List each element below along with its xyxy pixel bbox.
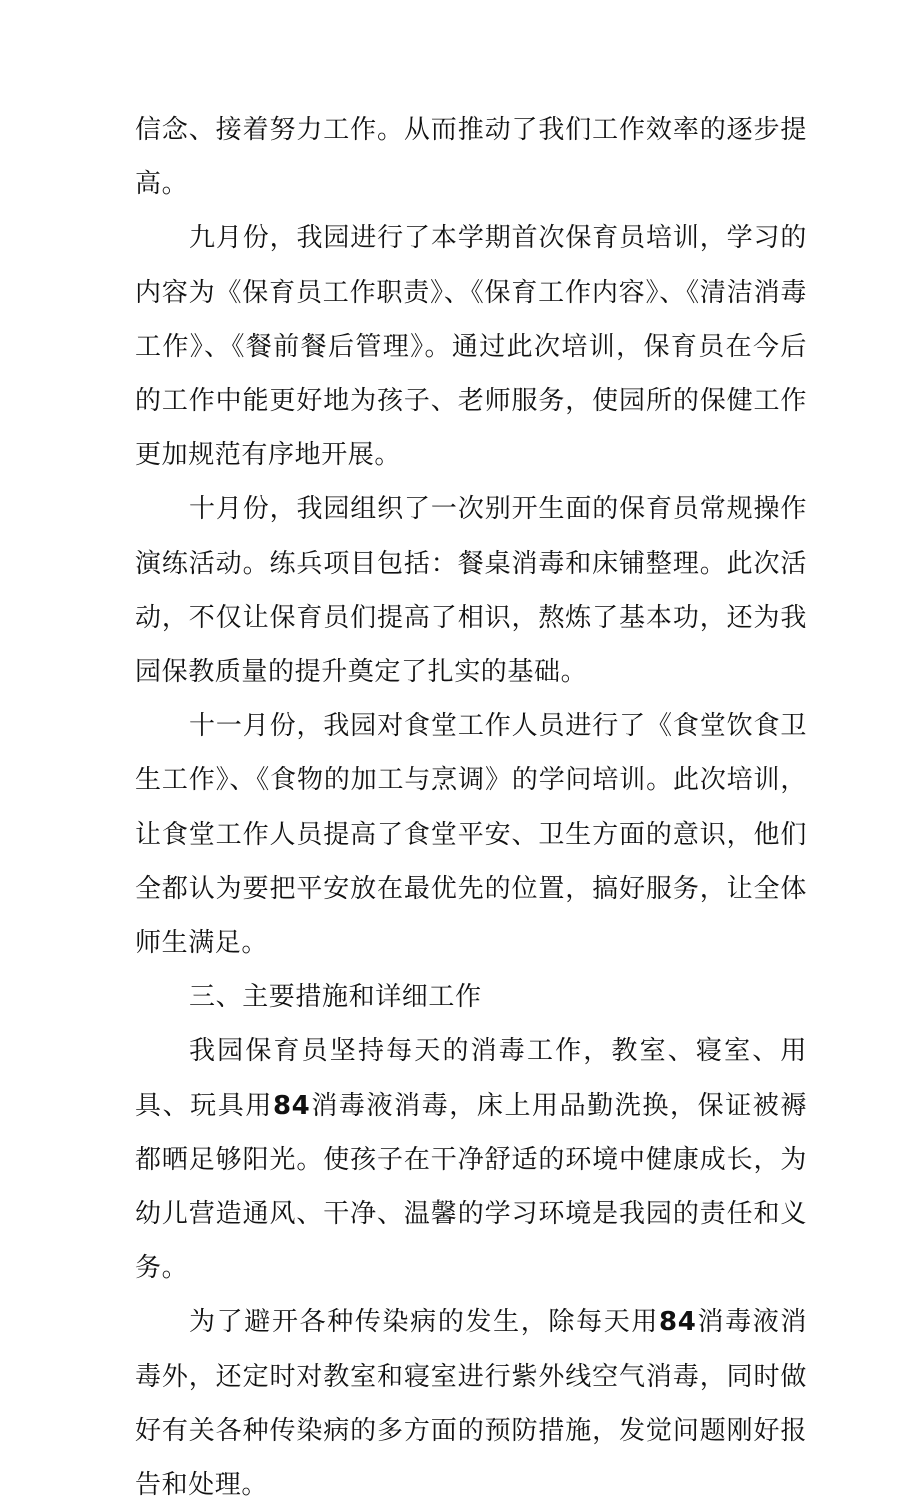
paragraph-text: 为了避开各种传染病的发生，除每天用 bbox=[189, 1307, 660, 1338]
paragraph-text: 十月份，我园组织了一次别开生面的保育员常规操作演练活动。练兵项目包括：餐桌消毒和床铺整理。此次活动，不仅让保育员们提高了相识，熬炼了基本功，还为我园保教质量的提升奠定了扎实的基础。 bbox=[135, 494, 807, 688]
paragraph bbox=[135, 1295, 807, 1512]
paragraph-text: 三、主要措施和详细工作 bbox=[189, 982, 482, 1013]
paragraph-text: 九月份，我园进行了本学期首次保育员培训，学习的内容为《保育员工作职责》、《保育工作内容》、《清洁消毒工作》、《餐前餐后管理》。通过此次培训，保育员在今后的工作中能更好地为孩子、老师服务，使园所的保健工作更加规范有序地开展。 bbox=[135, 223, 807, 471]
paragraph-text: 十一月份，我园对食堂工作人员进行了《食堂饮食卫生工作》、《食物的加工与烹调》的学问培训。此次培训，让食堂工作人员提高了食堂平安、卫生方面的意识，他们全都认为要把平安放在最优先的位置，搞好服务，让全体师生满足。 bbox=[135, 711, 807, 959]
paragraph-text: 消毒液消毒外，还定时对教室和寝室进行紫外线空气消毒，同时做好有关各种传染病的多方面的预防措施，发觉问题刚好报告和处理。 bbox=[135, 1307, 807, 1501]
paragraph-text: 消毒液消毒，床上用品勤洗换，保证被褥都晒足够阳光。使孩子在干净舒适的环境中健康成长，为幼儿营造通风、干净、温馨的学习环境是我园的责任和义务。 bbox=[135, 1090, 807, 1284]
number-text: 84 bbox=[659, 1307, 697, 1338]
paragraph bbox=[135, 482, 807, 699]
paragraph-text: 信念、接着努力工作。从而推动了我们工作效率的逐步提高。 bbox=[135, 115, 807, 200]
paragraph bbox=[135, 699, 807, 970]
number-text: 84 bbox=[272, 1090, 311, 1121]
section-heading bbox=[135, 970, 807, 1024]
paragraph bbox=[135, 211, 807, 482]
paragraph-text: 我园保育员坚持每天的消毒工作，教室、寝室、用具、玩具用 bbox=[135, 1036, 807, 1121]
paragraph bbox=[135, 1024, 807, 1295]
paragraph bbox=[135, 103, 807, 211]
